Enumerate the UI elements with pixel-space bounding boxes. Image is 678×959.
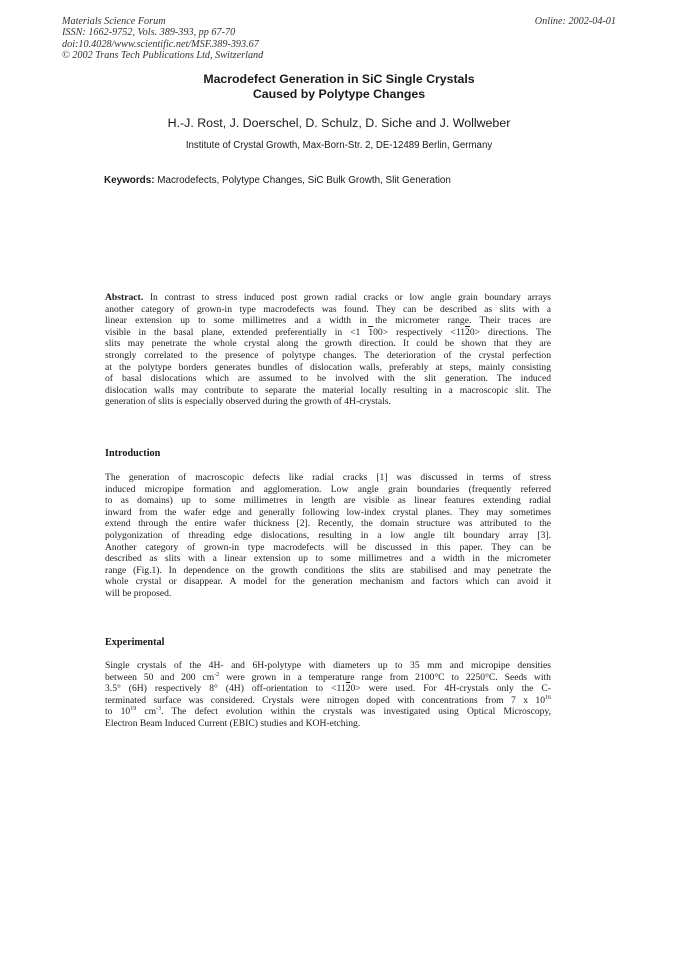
paper-title bbox=[0, 72, 678, 101]
abstract-line: dislocation walls may contribute to separate the material locally resulting in a macroscopic slit. The bbox=[105, 384, 551, 396]
exper-text: . The defect evolution within the crystals was investigated using Optical Microscopy, bbox=[161, 706, 551, 718]
intro-line: will be proposed. bbox=[105, 587, 172, 599]
introduction-body bbox=[105, 472, 551, 600]
exper-text: cm bbox=[136, 706, 157, 718]
experimental-heading: Experimental bbox=[105, 637, 165, 648]
abstract-text: visible in the basal plane, extended preferentially in <1 bbox=[105, 326, 369, 338]
journal-copyright: © 2002 Trans Tech Publications Ltd, Switzerland bbox=[62, 49, 264, 61]
exper-line: Electron Beam Induced Current (EBIC) studies and KOH-etching. bbox=[105, 717, 361, 729]
journal-issn: ISSN: 1662-9752, Vols. 389-393, pp 67-70 bbox=[62, 27, 236, 39]
intro-line: to as domains) up to some millimetres in length are visible as linear features extending radial bbox=[105, 495, 551, 507]
abstract-line bbox=[105, 292, 551, 304]
exper-line bbox=[105, 683, 551, 695]
title-line-1: Macrodefect Generation in SiC Single Crystals bbox=[203, 72, 475, 86]
intro-line: range (Fig.1). In dependence on the growth conditions the slits are stabilised and may penetrate the bbox=[105, 564, 551, 576]
exper-text: terminated surface was considered. Crystals were nitrogen doped with concentrations from 7 x 10 bbox=[105, 694, 545, 706]
title-line-2: Caused by Polytype Changes bbox=[252, 86, 426, 101]
journal-info bbox=[62, 16, 263, 61]
abstract-line: at the polytype borders generates bundles of dislocation walls, preferably at steps, mainly consisting bbox=[105, 361, 551, 373]
exper-text: 0> were used. For 4H-crystals only the C- bbox=[350, 683, 551, 695]
exper-text: 3.5° (6H) respectively 8° (4H) off-orientation to <11 bbox=[105, 683, 346, 695]
abstract-line: slits may penetrate the whole crystal along the growth direction. It could be shown that they are bbox=[105, 338, 551, 350]
keywords bbox=[104, 175, 451, 186]
journal-name: Materials Science Forum bbox=[62, 16, 166, 27]
abstract-line: generation of slits is especially observed during the growth of 4H-crystals. bbox=[105, 396, 391, 408]
superscript: 19 bbox=[130, 706, 137, 713]
intro-line: whole crystal or disappear. A model for the generation mechanism and factors which can avoid it bbox=[105, 576, 551, 588]
intro-line: polygonization of threading edge dislocations, resulting in a low angle tilt boundary array [3]. bbox=[105, 529, 551, 541]
superscript: 16 bbox=[545, 694, 551, 701]
exper-text: were grown in a temperature range from 2100°C to 2250°C. Seeds with bbox=[219, 671, 551, 683]
keywords-text: Macrodefects, Polytype Changes, SiC Bulk Growth, Slit Generation bbox=[157, 175, 451, 186]
intro-line: extend through the entire wafer thickness [2]. Recently, the domain structure was attributed to the bbox=[105, 518, 551, 530]
superscript: -3 bbox=[156, 706, 162, 713]
exper-line: Single crystals of the 4H- and 6H-polytype with diameters up to 35 mm and micropipe densities bbox=[105, 660, 551, 671]
abstract-line: linear extension up to some millimetres and a width in the micrometer range. Their traces are bbox=[105, 315, 551, 327]
intro-line: induced micropipe formation and agglomeration. Low angle grain boundaries (frequently referred bbox=[105, 483, 551, 495]
keywords-label: Keywords: bbox=[104, 175, 155, 186]
exper-line bbox=[105, 706, 551, 718]
intro-line: described as slits with a linear extension up to some millimetres and a width in the micrometer bbox=[105, 553, 551, 565]
intro-line: Another category of grown-in type macrodefects will be discussed in this paper. They can be bbox=[105, 541, 551, 553]
affiliation: Institute of Crystal Growth, Max-Born-Str. 2, DE-12489 Berlin, Germany bbox=[185, 140, 493, 151]
online-date: Online: 2002-04-01 bbox=[534, 16, 616, 27]
abstract-text: 00> respectively <11 bbox=[373, 326, 466, 338]
superscript: -2 bbox=[214, 671, 220, 678]
overbar-index: 2 bbox=[345, 683, 351, 695]
abstract-line: strongly correlated to the presence of polytype changes. The deterioration of the crystal perfection bbox=[105, 349, 551, 361]
overbar-index: 2 bbox=[465, 326, 470, 338]
abstract-line bbox=[105, 327, 551, 339]
abstract-text: In contrast to stress induced post grown radial cracks or low angle grain boundary arrays bbox=[149, 292, 551, 303]
abstract-text: 0> directions. The bbox=[469, 326, 551, 338]
intro-line: The generation of macroscopic defects like radial cracks [1] was discussed in terms of stress bbox=[105, 472, 551, 483]
exper-text: between 50 and 200 cm bbox=[105, 671, 215, 683]
exper-line bbox=[105, 695, 551, 707]
journal-doi: doi:10.4028/www.scientific.net/MSF.389-393.67 bbox=[62, 38, 259, 50]
authors: H.-J. Rost, J. Doerschel, D. Schulz, D. Siche and J. Wollweber bbox=[167, 116, 511, 130]
exper-line bbox=[105, 672, 551, 684]
abstract-label: Abstract. bbox=[105, 292, 144, 303]
abstract-line: another category of grown-in type macrodefects was found. They can be described as slits with a bbox=[105, 303, 551, 315]
abstract bbox=[105, 292, 551, 408]
overbar-index: 1 bbox=[368, 326, 374, 338]
exper-text: to 10 bbox=[105, 706, 131, 718]
introduction-heading: Introduction bbox=[105, 448, 161, 459]
intro-line: inward from the wafer edge and generally following low-index crystal planes. They may sometimes bbox=[105, 506, 551, 518]
experimental-body bbox=[105, 660, 551, 730]
abstract-line: of basal dislocations which are assumed to be involved with the slit generation. The induced bbox=[105, 373, 551, 385]
